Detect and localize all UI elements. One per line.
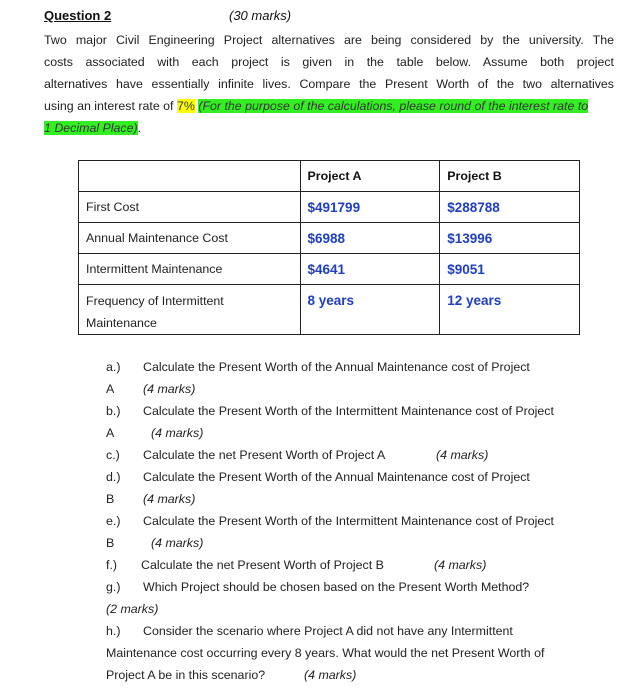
subq-d-marks: (4 marks) (143, 492, 196, 506)
project-a-value: $491799 (300, 192, 440, 223)
table-header-project-b: Project B (440, 161, 580, 192)
subq-f-marks: (4 marks) (434, 558, 487, 572)
subq-e-project: B (106, 536, 115, 550)
project-a-value: $4641 (300, 254, 440, 285)
paragraph-line-5 (44, 117, 614, 139)
subq-g-marks: (2 marks) (106, 602, 159, 616)
subq-d-project: B (106, 492, 115, 506)
subq-h-text: Consider the scenario where Project A did not have any Intermittent (143, 624, 513, 638)
row-label-line1: Frequency of Intermittent (86, 294, 224, 308)
project-b-value: 12 years (440, 285, 580, 335)
project-a-value: 8 years (300, 285, 440, 335)
table-row (79, 223, 580, 254)
rounding-note-1: (For the purpose of the calculations, please round of the interest rate to (198, 99, 589, 113)
subq-b-marks: (4 marks) (151, 426, 204, 440)
subq-f-text: Calculate the net Present Worth of Project B (141, 558, 384, 572)
row-label: First Cost (79, 192, 301, 223)
row-label: Annual Maintenance Cost (79, 223, 301, 254)
subq-g-text: Which Project should be chosen based on the Present Worth Method? (143, 580, 530, 594)
subq-a-text: Calculate the Present Worth of the Annual Maintenance cost of Project (143, 360, 530, 374)
subq-h-marks: (4 marks) (304, 668, 357, 682)
table-row (79, 192, 580, 223)
row-label: Intermittent Maintenance (79, 254, 301, 285)
subq-c-marks: (4 marks) (436, 448, 489, 462)
subq-a-project: A (106, 382, 115, 396)
paragraph-line-1: Two major Civil Engineering Project alternatives are being considered by the university. The (44, 33, 614, 47)
project-b-value: $9051 (440, 254, 580, 285)
subq-e-text: Calculate the Present Worth of the Intermittent Maintenance cost of Project (143, 514, 554, 528)
question-marks: (30 marks) (229, 8, 292, 23)
subq-c-text: Calculate the net Present Worth of Project A (143, 448, 386, 462)
paragraph-line-2: costs associated with each project is given in the table below. Assume both project (44, 55, 614, 69)
table-row (79, 285, 580, 335)
subq-d-number: d.) (106, 470, 121, 484)
subq-f-number: f.) (106, 558, 118, 572)
table-header-empty (79, 161, 301, 192)
subq-h-text-line3: Project A be in this scenario? (106, 668, 266, 682)
table-row (79, 254, 580, 285)
project-b-value: $13996 (440, 223, 580, 254)
project-a-value: $6988 (300, 223, 440, 254)
subq-d-text: Calculate the Present Worth of the Annual Maintenance cost of Project (143, 470, 530, 484)
subq-e-number: e.) (106, 514, 121, 528)
subq-e-marks: (4 marks) (151, 536, 204, 550)
project-b-value: $288788 (440, 192, 580, 223)
subq-b-text: Calculate the Present Worth of the Intermittent Maintenance cost of Project (143, 404, 554, 418)
subq-a-number: a.) (106, 360, 121, 374)
subq-b-number: b.) (106, 404, 121, 418)
rounding-note-2: 1 Decimal Place) (44, 121, 138, 135)
interest-rate: 7% (176, 99, 195, 113)
paragraph-line-4 (44, 95, 614, 117)
subq-c-number: c.) (106, 448, 120, 462)
subq-g-number: g.) (106, 580, 121, 594)
paragraph-line-3: alternatives have essentially infinite lives. Compare the Present Worth of the two alternatives (44, 77, 614, 91)
subq-a-marks: (4 marks) (143, 382, 196, 396)
cost-table (78, 160, 580, 335)
line4-prefix: using an interest rate of (44, 99, 177, 113)
table-header-row (79, 161, 580, 192)
row-label-line2: Maintenance (86, 316, 157, 330)
subq-h-number: h.) (106, 624, 121, 638)
subq-h-text-line2: Maintenance cost occurring every 8 years. What would the net Present Worth of (106, 646, 545, 660)
question-title: Question 2 (44, 8, 112, 23)
row-label (79, 285, 301, 335)
table-header-project-a: Project A (300, 161, 440, 192)
subq-b-project: A (106, 426, 115, 440)
line5-suffix: . (137, 121, 142, 135)
